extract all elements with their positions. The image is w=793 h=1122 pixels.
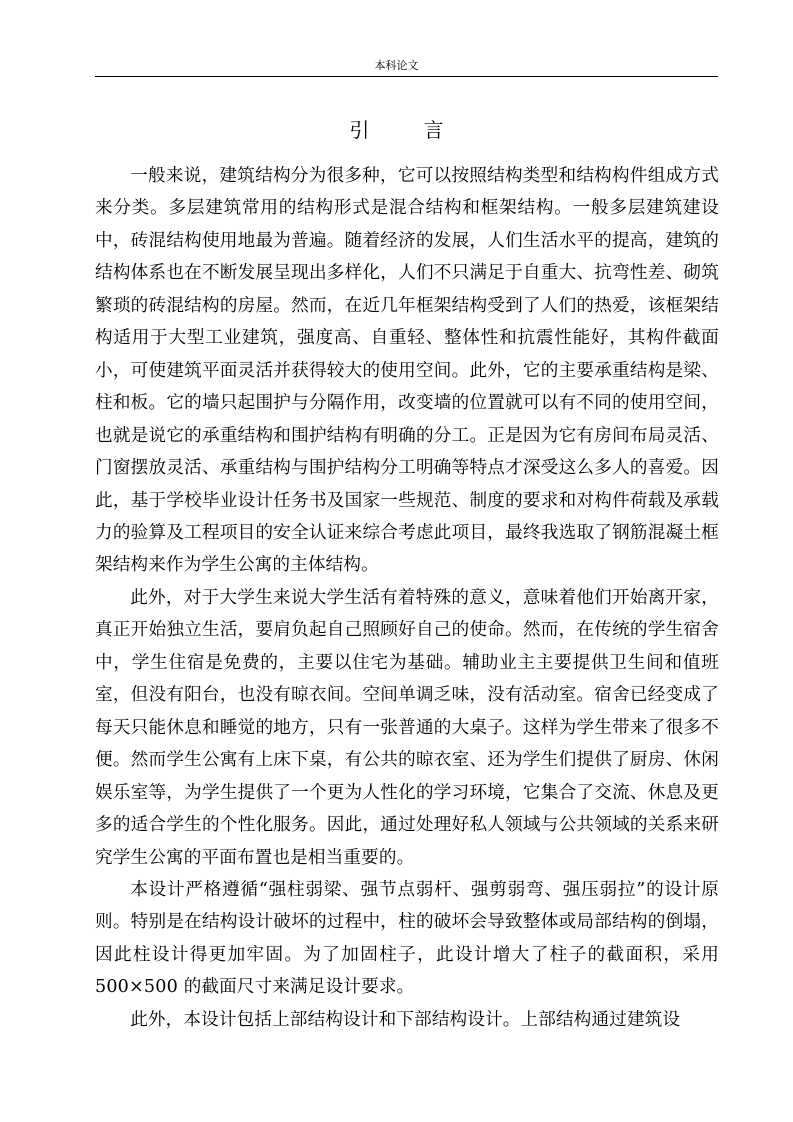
paragraph: 此外，对于大学生来说大学生活有着特殊的意义，意味着他们开始离开家，真正开始独立生活，要肩负起自己照顾好自己的使命。然而，在传统的学生宿舍中，学生住宿是免费的，主要以住宅为基础。辅助业主主要提供卫生间和值班室，但没有阳台，也没有晾衣间。空间单调乏味，没有活动室。宿舍已经变成了每天只能休息和睡觉的地方，只有一张普通的大桌子。这样为学生带来了很多不便。然而学生公寓有上床下桌，有公共的晾衣室、还为学生们提供了厨房、休闲娱乐室等，为学生提供了一个更为人性化的学习环境，它集合了交流、休息及更多的适合学生的个性化服务。因此，通过处理好私人领域与公共领域的关系来研究学生公寓的平面布置也是相当重要的。: [95, 587, 719, 868]
body-text: [95, 160, 719, 1036]
paragraph: 本设计严格遵循“强柱弱梁、强节点弱杆、强剪弱弯、强压弱拉”的设计原则。特别是在结构设计破坏的过程中，柱的破坏会导致整体或局部结构的倒塌，因此柱设计得更加牢固。为了加固柱子，此设计增大了柱子的截面积，采用 500×500 的截面尺寸来满足设计要求。: [95, 879, 719, 998]
running-header: 本科论文: [374, 59, 419, 72]
paragraph: 一般来说，建筑结构分为很多种，它可以按照结构类型和结构构件组成方式来分类。多层建筑常用的结构形式是混合结构和框架结构。一般多层建筑建设中，砖混结构使用地最为普遍。随着经济的发展，人们生活水平的提高，建筑的结构体系也在不断发展呈现出多样化，人们不只满足于自重大、抗弯性差、砌筑繁琐的砖混结构的房屋。然而，在近几年框架结构受到了人们的热爱，该框架结构适用于大型工业建筑，强度高、自重轻、整体性和抗震性能好，其构件截面小，可使建筑平面灵活并获得较大的使用空间。此外，它的主要承重结构是梁、柱和板。它的墙只起围护与分隔作用，改变墙的位置就可以有不同的使用空间，也就是说它的承重结构和围护结构有明确的分工。正是因为它有房间布局灵活、门窗摆放灵活、承重结构与围护结构分工明确等特点才深受这么多人的喜爱。因此，基于学校毕业设计任务书及国家一些规范、制度的要求和对构件荷载及承载力的验算及工程项目的安全认证来综合考虑此项目，最终我选取了钢筋混凝土框架结构来作为学生公寓的主体结构。: [95, 166, 719, 576]
section-title: 引 言: [349, 118, 468, 142]
header-rule: [95, 76, 718, 77]
paragraph: 此外，本设计包括上部结构设计和下部结构设计。上部结构通过建筑设: [130, 1009, 681, 1030]
